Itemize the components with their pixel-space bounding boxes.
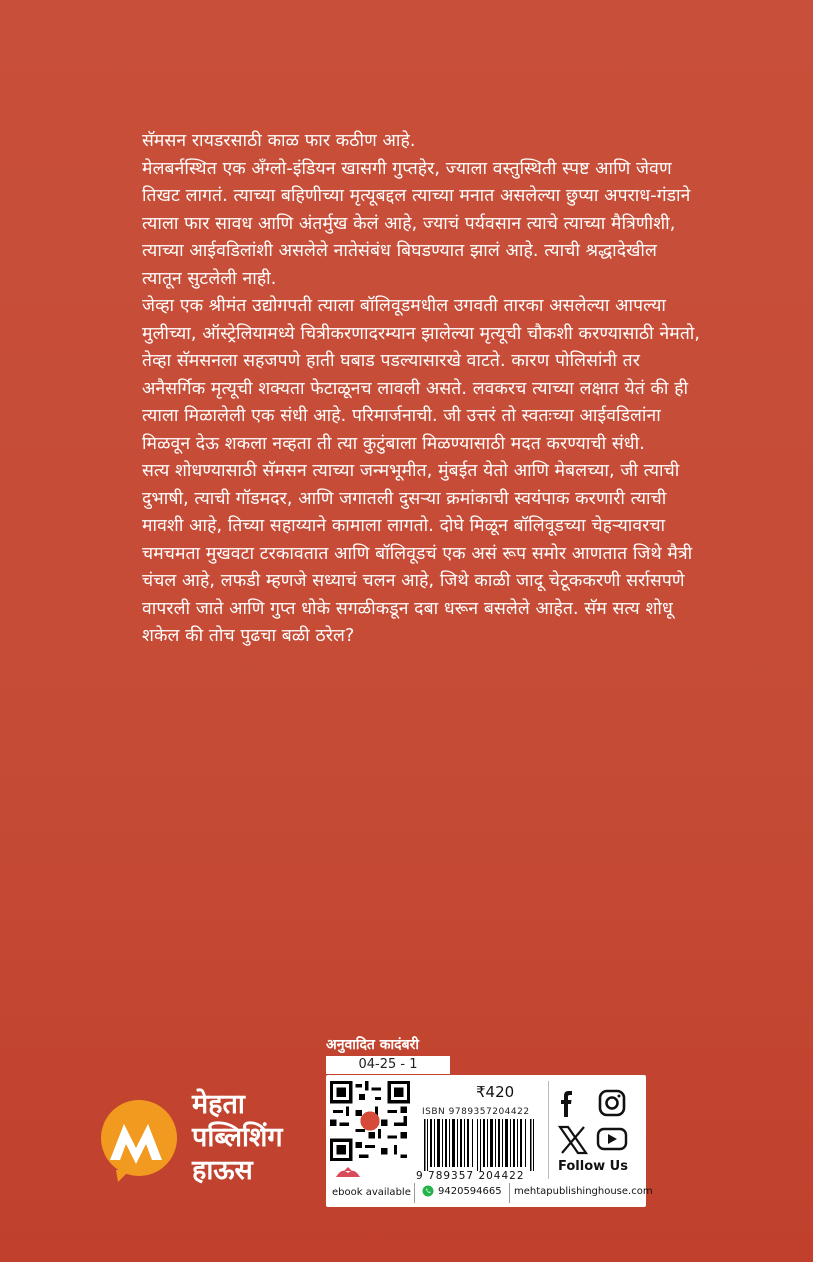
instagram-icon bbox=[600, 1091, 624, 1115]
blurb-paragraph-4: सत्य शोधण्यासाठी सॅमसन त्याच्या जन्मभूमीत, मुंबईत येतो आणि मेबलच्या, जी त्याची दुभाषी, त्याची गॉडमदर, आणि जगातली दुसऱ्या क्रमांकाची स्वयंपाक करणारी त्याची मावशी आहे, तिच्या सहाय्याने कामाला लागतो. दोघे मिळून बॉलिवूडच्या चेहऱ्यावरचा चमचमता मुखवटा टरकावतात आणि बॉलिवूडचं एक असं रूप समोर आणतात जिथे मैत्री चंचल आहे, लफडी म्हणजे सध्याचं चलन आहे, जिथे काळी जादू चेटूककरणी सर्रासपणे वापरली जाते आणि गुप्त धोके सगळीकडून दबा धरून बसलेले आहेत. सॅम सत्य शोधू शकेल की तोच पुढचा बळी ठरेल? bbox=[142, 461, 693, 646]
qr-code-icon bbox=[330, 1081, 410, 1161]
publisher-name bbox=[192, 1088, 283, 1187]
barcode-icon bbox=[422, 1119, 538, 1171]
blurb-paragraph-2: मेलबर्नस्थित एक अँग्लो-इंडियन खासगी गुप्तहेर, ज्याला वस्तुस्थिती स्पष्ट आणि जेवण तिखट लागतं. त्याच्या बहिणीच्या मृत्यूबद्दल त्याच्या मनात असलेल्या छुप्या अपराध-गंडाने त्याला फार सावध आणि अंतर्मुख केलं आहे, ज्याचं पर्यवसान त्याचे त्याच्या मैत्रिणीशी, त्याच्या आईवडिलांशी असलेले नातेसंबंध बिघडण्यात झालं आहे. त्याची श्रद्धादेखील त्यातून सुटलेली नाही. bbox=[142, 158, 691, 289]
mehta-logo-icon bbox=[96, 1098, 182, 1184]
ebook-available: ebook available bbox=[332, 1187, 411, 1198]
blurb-paragraph-3: जेव्हा एक श्रीमंत उद्योगपती त्याला बॉलिवूडमधील उगवती तारका असलेल्या आपल्या मुलीच्या, ऑस्ट्रेलियामध्ये चित्रीकरणादरम्यान झालेल्या मृत्यूची चौकशी करण्यासाठी नेमतो, तेव्हा सॅमसनला सहजपणे हाती घबाड पडल्यासारखे वाटते. कारण पोलिसांनी तर अनैसर्गिक मृत्यूची शक्यता फेटाळूनच लावली असते. लवकरच त्याच्या लक्षात येतं की ही त्याला मिळालेली एक संधी आहे. परिमार्जनाची. जी उत्तरं तो स्वतःच्या आईवडिलांना मिळवून देऊ शकला नव्हता ती त्या कुटुंबाला मिळण्यासाठी मदत करण्याची संधी. bbox=[142, 296, 701, 454]
blurb-text bbox=[142, 128, 702, 651]
facebook-icon bbox=[561, 1091, 572, 1117]
blurb-paragraph-1: सॅमसन रायडरसाठी काळ फार कठीण आहे. bbox=[142, 131, 416, 151]
publisher-name-line-1: मेहता bbox=[192, 1089, 245, 1120]
category-label: अनुवादित कादंबरी bbox=[326, 1037, 419, 1053]
website: mehtapublishinghouse.com bbox=[514, 1186, 653, 1197]
follow-us: Follow Us bbox=[558, 1159, 628, 1174]
publisher-name-line-3: हाऊस bbox=[192, 1155, 253, 1186]
youtube-icon bbox=[598, 1129, 626, 1149]
price: ₹420 bbox=[476, 1083, 515, 1101]
divider bbox=[414, 1183, 415, 1203]
price-isbn-panel bbox=[326, 1075, 653, 1207]
divider bbox=[548, 1081, 549, 1179]
ebook-icon bbox=[334, 1165, 362, 1179]
x-icon bbox=[560, 1127, 586, 1153]
isbn-digits: 9 789357 204422 bbox=[416, 1170, 525, 1182]
whatsapp-icon bbox=[422, 1185, 434, 1197]
publisher-name-line-2: पब्लिशिंग bbox=[192, 1122, 283, 1153]
publisher-logo bbox=[96, 1078, 326, 1198]
isbn-label: ISBN 9789357204422 bbox=[422, 1107, 530, 1117]
book-code: 04-25 - 1 bbox=[326, 1056, 450, 1074]
phone-number: 9420594665 bbox=[438, 1186, 502, 1197]
divider bbox=[509, 1183, 510, 1203]
